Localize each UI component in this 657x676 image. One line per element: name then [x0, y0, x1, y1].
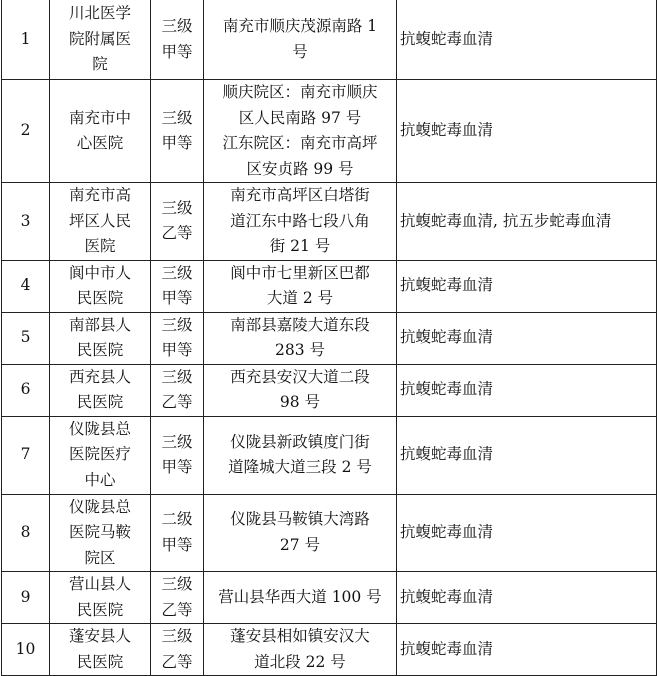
hospital-address-cell: 仪陇县新政镇度门街 道隆城大道三段 2 号 — [204, 416, 397, 494]
hospital-name-cell: 南充市高 坪区人民 医院 — [50, 183, 151, 261]
hospital-name-cell: 阆中市人 民医院 — [50, 260, 151, 312]
hospital-name-cell: 仪陇县总 医院马鞍 院区 — [50, 494, 151, 572]
table-row — [2, 80, 657, 183]
hospital-name-cell: 营山县人 民医院 — [50, 572, 151, 624]
table-row — [2, 416, 657, 494]
hospital-address-cell: 蓬安县相如镇安汉大 道北段 22 号 — [204, 624, 397, 676]
hospital-level-cell: 三级 乙等 — [151, 624, 204, 676]
hospital-level-cell: 三级 乙等 — [151, 364, 204, 416]
row-number-cell: 9 — [2, 572, 50, 624]
row-number-cell: 3 — [2, 183, 50, 261]
hospital-level-cell: 三级 甲等 — [151, 260, 204, 312]
hospital-level-cell: 三级 乙等 — [151, 183, 204, 261]
hospital-level-cell: 二级 甲等 — [151, 494, 204, 572]
hospital-name-cell: 仪陇县总 医院医疗 中心 — [50, 416, 151, 494]
row-number-cell: 6 — [2, 364, 50, 416]
table-body — [2, 0, 657, 676]
hospital-address-cell: 南充市高坪区白塔街 道江东中路七段八角 街 21 号 — [204, 183, 397, 261]
antivenom-cell: 抗蝮蛇毒血清, 抗五步蛇毒血清 — [397, 183, 657, 261]
hospital-name-cell: 南部县人 民医院 — [50, 312, 151, 364]
antivenom-cell: 抗蝮蛇毒血清 — [397, 312, 657, 364]
row-number-cell: 1 — [2, 0, 50, 80]
hospital-antivenom-table — [1, 0, 657, 676]
row-number-cell: 2 — [2, 80, 50, 183]
hospital-address-cell: 南部县嘉陵大道东段 283 号 — [204, 312, 397, 364]
antivenom-cell: 抗蝮蛇毒血清 — [397, 572, 657, 624]
table-row — [2, 260, 657, 312]
hospital-address-cell: 营山县华西大道 100 号 — [204, 572, 397, 624]
hospital-level-cell: 三级 甲等 — [151, 312, 204, 364]
table-row — [2, 364, 657, 416]
antivenom-cell: 抗蝮蛇毒血清 — [397, 624, 657, 676]
row-number-cell: 7 — [2, 416, 50, 494]
hospital-address-cell: 南充市顺庆茂源南路 1 号 — [204, 0, 397, 80]
hospital-name-cell: 川北医学 院附属医 院 — [50, 0, 151, 80]
antivenom-cell: 抗蝮蛇毒血清 — [397, 80, 657, 183]
table-row — [2, 0, 657, 80]
row-number-cell: 4 — [2, 260, 50, 312]
row-number-cell: 8 — [2, 494, 50, 572]
hospital-address-cell: 顺庆院区：南充市顺庆 区人民南路 97 号 江东院区：南充市高坪 区安贞路 99 号 — [204, 80, 397, 183]
hospital-level-cell: 三级 甲等 — [151, 416, 204, 494]
hospital-address-cell: 仪陇县马鞍镇大湾路 27 号 — [204, 494, 397, 572]
table-row — [2, 312, 657, 364]
row-number-cell: 10 — [2, 624, 50, 676]
row-number-cell: 5 — [2, 312, 50, 364]
hospital-name-cell: 蓬安县人 民医院 — [50, 624, 151, 676]
table-row — [2, 183, 657, 261]
antivenom-cell: 抗蝮蛇毒血清 — [397, 260, 657, 312]
hospital-address-cell: 阆中市七里新区巴都 大道 2 号 — [204, 260, 397, 312]
table-row — [2, 624, 657, 676]
hospital-level-cell: 三级 甲等 — [151, 0, 204, 80]
hospital-name-cell: 西充县人 民医院 — [50, 364, 151, 416]
antivenom-cell: 抗蝮蛇毒血清 — [397, 364, 657, 416]
hospital-name-cell: 南充市中 心医院 — [50, 80, 151, 183]
antivenom-cell: 抗蝮蛇毒血清 — [397, 0, 657, 80]
table-row — [2, 572, 657, 624]
hospital-level-cell: 三级 甲等 — [151, 80, 204, 183]
table-row — [2, 494, 657, 572]
hospital-address-cell: 西充县安汉大道二段 98 号 — [204, 364, 397, 416]
antivenom-cell: 抗蝮蛇毒血清 — [397, 416, 657, 494]
antivenom-cell: 抗蝮蛇毒血清 — [397, 494, 657, 572]
hospital-level-cell: 三级 乙等 — [151, 572, 204, 624]
